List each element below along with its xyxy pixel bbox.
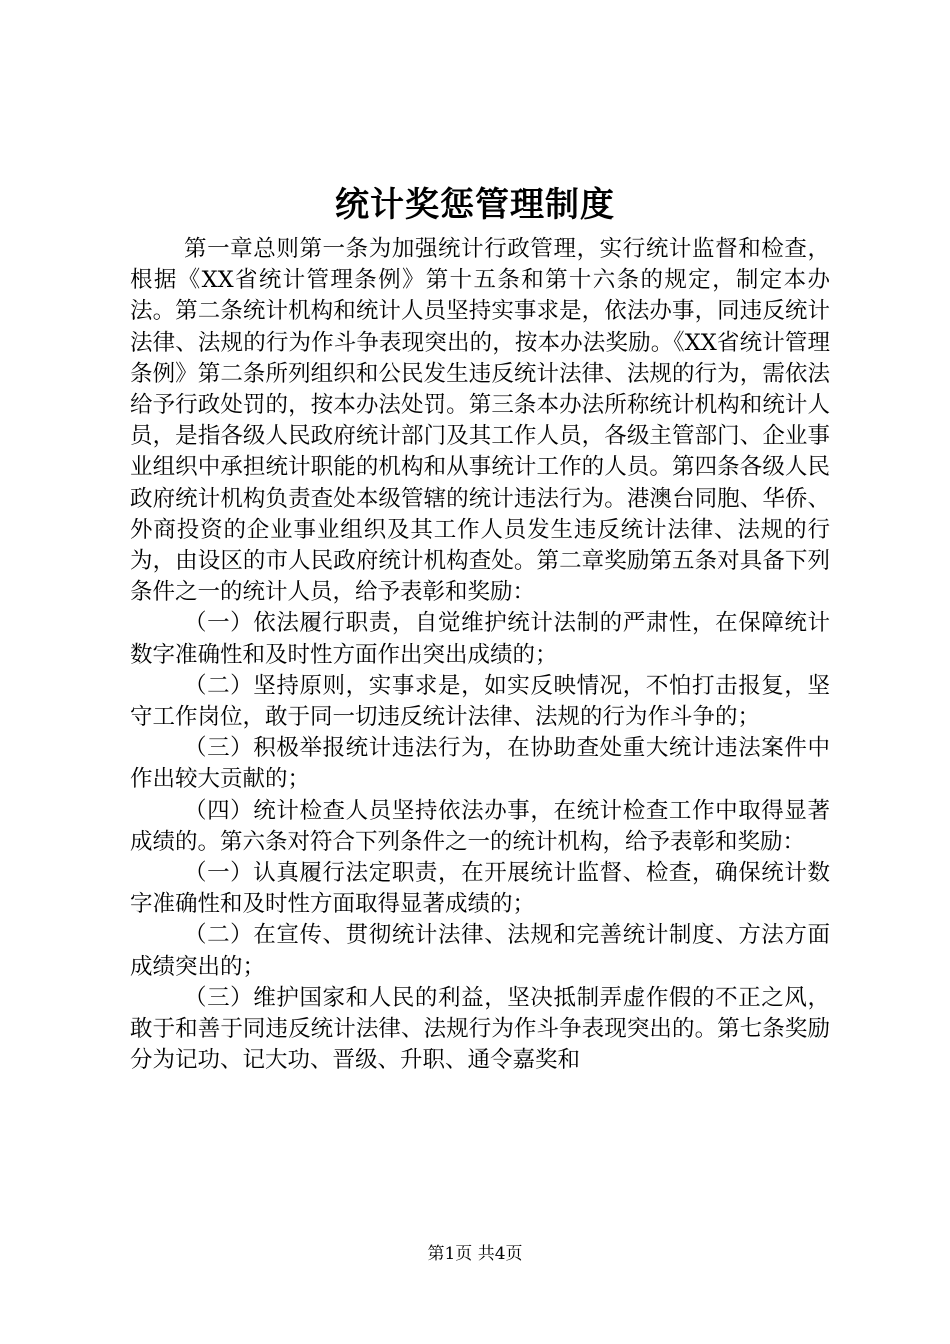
paragraph-item: （二）坚持原则，实事求是，如实反映情况，不怕打击报复，坚守工作岗位，敢于同一切违反统计法律、法规的行为作斗争的； <box>130 672 830 731</box>
paragraph-item: （四）统计检查人员坚持依法办事，在统计检查工作中取得显著成绩的。第六条对符合下列条件之一的统计机构，给予表彰和奖励： <box>130 797 830 855</box>
paragraph-item: （一）认真履行法定职责，在开展统计监督、检查，确保统计数字准确性和及时性方面取得显著成绩的； <box>130 860 830 918</box>
paragraph-item: （三）维护国家和人民的利益，坚决抵制弄虚作假的不正之风，敢于和善于同违反统计法律、法规行为作斗争表现突出的。第七条奖励分为记功、记大功、晋级、升职、通令嘉奖和 <box>130 984 830 1074</box>
paragraph-item: （二）在宣传、贯彻统计法律、法规和完善统计制度、方法方面成绩突出的； <box>130 922 830 980</box>
paragraph-item: （三）积极举报统计违法行为，在协助查处重大统计违法案件中作出较大贡献的； <box>130 735 830 793</box>
document-body <box>130 234 830 1076</box>
page-number-footer: 第1页 共4页 <box>427 1244 523 1264</box>
paragraph-item: （一）依法履行职责，自觉维护统计法制的严肃性，在保障统计数字准确性和及时性方面作出突出成绩的； <box>130 610 830 668</box>
document-title: 统计奖惩管理制度 <box>335 185 615 225</box>
paragraph-general-provisions: 第一章总则第一条为加强统计行政管理，实行统计监督和检查，根据《XX省统计管理条例》第十五条和第十六条的规定，制定本办法。第二条统计机构和统计人员坚持实事求是，依法办事，同违反统计法律、法规的行为作斗争表现突出的，按本办法奖励。《XX省统计管理条例》第二条所列组织和公民发生违反统计法律、法规的行为，需依法给予行政处罚的，按本办法处罚。第三条本办法所称统计机构和统计人员，是指各级人民政府统计部门及其工作人员，各级主管部门、企业事业组织中承担统计职能的机构和从事统计工作的人员。第四条各级人民政府统计机构负责查处本级管辖的统计违法行为。港澳台同胞、华侨、外商投资的企业事业组织及其工作人员发生违反统计法律、法规的行为，由设区的市人民政府统计机构查处。第二章奖励第五条对具备下列条件之一的统计人员，给予表彰和奖励： <box>130 236 830 606</box>
